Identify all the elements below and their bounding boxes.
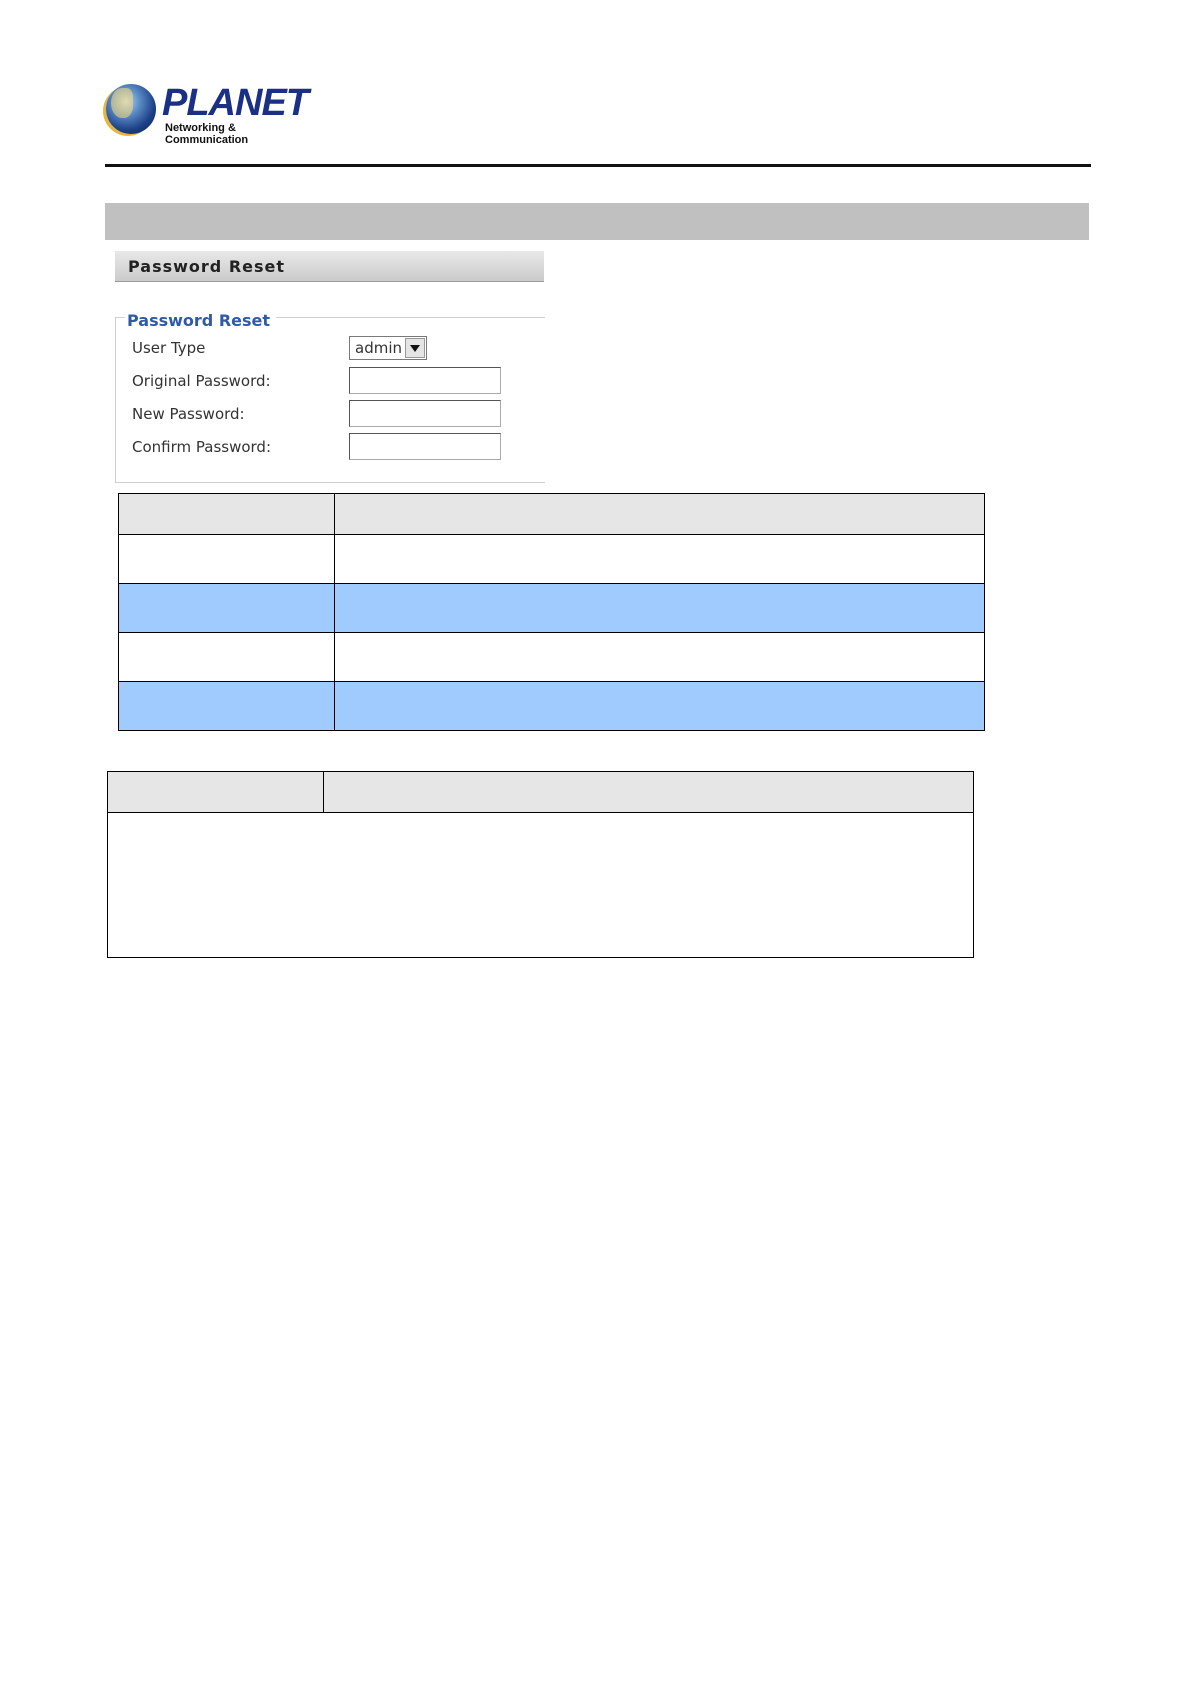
new-password-field[interactable] xyxy=(349,400,501,427)
table-cell xyxy=(108,813,974,958)
confirm-password-field[interactable] xyxy=(349,433,501,460)
table-row xyxy=(108,813,974,958)
logo-brand: PLANET xyxy=(162,82,308,124)
parameter-table xyxy=(118,493,985,731)
table-header-cell xyxy=(119,494,335,535)
table-header-cell xyxy=(108,772,324,813)
table-cell xyxy=(119,633,335,682)
password-reset-panel xyxy=(114,251,544,485)
table-row xyxy=(119,633,985,682)
planet-logo xyxy=(106,82,308,146)
panel-title: Password Reset xyxy=(128,257,286,276)
user-type-select[interactable] xyxy=(349,336,427,360)
table-cell xyxy=(335,584,985,633)
table-header-row xyxy=(108,772,974,813)
table-cell xyxy=(335,633,985,682)
table-row xyxy=(119,682,985,731)
user-type-value: admin xyxy=(355,339,402,357)
table-row xyxy=(119,535,985,584)
chevron-down-icon[interactable] xyxy=(405,338,425,358)
original-password-label: Original Password: xyxy=(132,372,271,390)
table-cell xyxy=(119,535,335,584)
table-header-row xyxy=(119,494,985,535)
new-password-label: New Password: xyxy=(132,405,245,423)
table-cell xyxy=(335,682,985,731)
table-row xyxy=(119,584,985,633)
confirm-password-label: Confirm Password: xyxy=(132,438,272,456)
table-cell xyxy=(119,584,335,633)
table-header-cell xyxy=(335,494,985,535)
table-cell xyxy=(119,682,335,731)
panel-header xyxy=(115,251,544,282)
globe-icon xyxy=(106,84,156,134)
header-divider xyxy=(105,164,1091,167)
button-table xyxy=(107,771,974,958)
user-type-label: User Type xyxy=(132,339,206,357)
table-cell xyxy=(335,535,985,584)
section-header-bar xyxy=(105,203,1089,240)
logo-tagline: Networking & Communication xyxy=(165,122,249,146)
fieldset-legend: Password Reset xyxy=(125,311,276,330)
table-header-cell xyxy=(324,772,974,813)
original-password-field[interactable] xyxy=(349,367,501,394)
